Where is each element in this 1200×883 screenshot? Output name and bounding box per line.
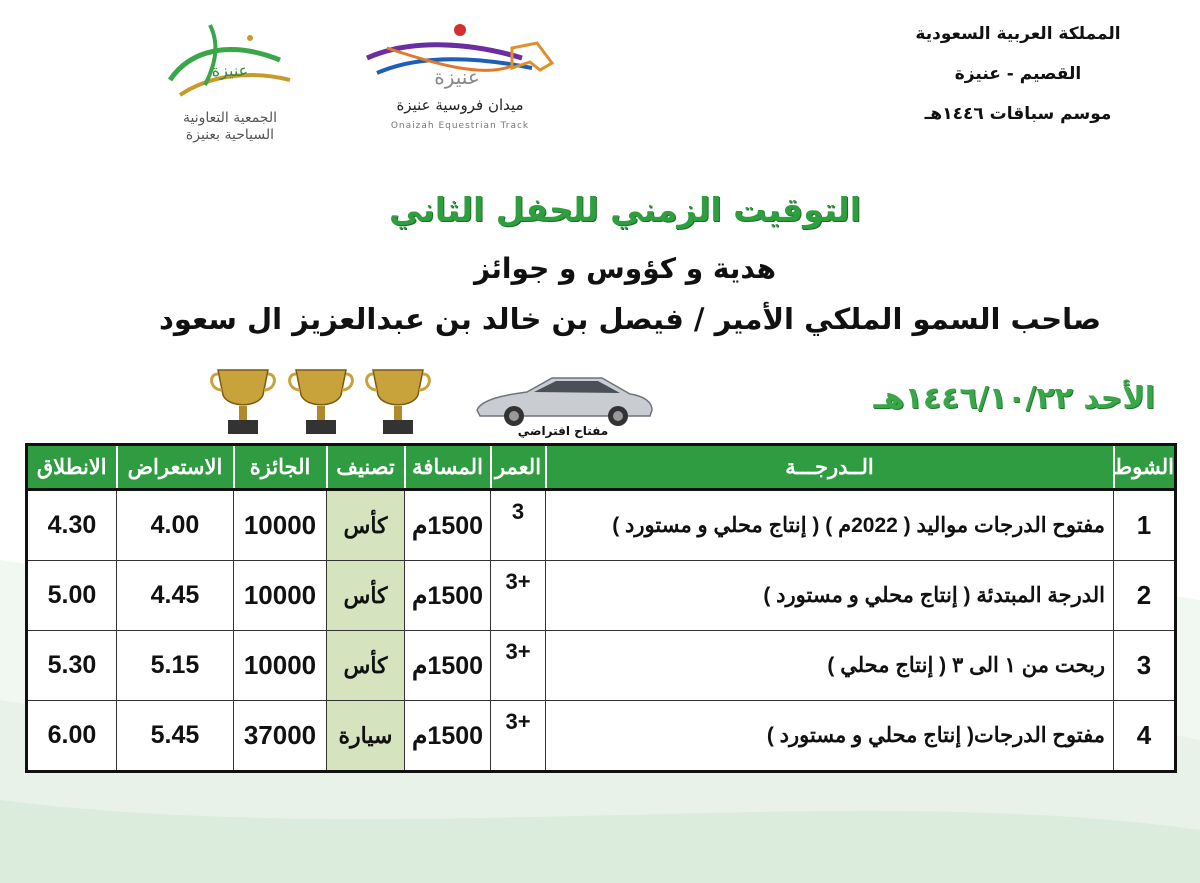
cell-distance: 1500م: [405, 490, 491, 561]
table-row: [27, 701, 1176, 772]
page-subtitle: هدية و كؤوس و جوائز: [473, 252, 777, 285]
association-logo: [150, 10, 310, 145]
track-name-ar: ميدان فروسية عنيزة: [396, 96, 524, 114]
cell-age: +3: [491, 631, 546, 701]
header-parade: الاستعراض: [117, 445, 234, 490]
table-row: [27, 631, 1176, 701]
header-race: الــدرجـــة: [546, 445, 1114, 490]
cell-prize: 37000: [234, 701, 327, 772]
cell-round: 2: [1114, 561, 1176, 631]
car-image: [472, 372, 656, 428]
header-info: [888, 14, 1148, 134]
cell-prize: 10000: [234, 631, 327, 701]
cell-distance: 1500م: [405, 701, 491, 772]
car-caption: مفتاح افتراضي: [517, 424, 609, 438]
cell-round: 1: [1114, 490, 1176, 561]
cell-classification: كأس: [327, 561, 405, 631]
track-logo: [362, 18, 558, 138]
table-header-row: [27, 445, 1176, 490]
cell-start: 5.00: [27, 561, 117, 631]
table-row: [27, 490, 1176, 561]
cell-classification: سيارة: [327, 701, 405, 772]
header-round: الشوط: [1114, 445, 1176, 490]
track-wordmark: عنيزة: [434, 65, 480, 89]
association-line-2: السياحية بعنيزة: [185, 127, 275, 143]
cell-classification: كأس: [327, 490, 405, 561]
cell-prize: 10000: [234, 490, 327, 561]
cell-age: 3: [491, 490, 546, 561]
country-label: المملكة العربية السعودية: [915, 24, 1121, 44]
page-title: التوقيت الزمني للحفل الثاني: [388, 190, 862, 229]
trophy-icon: [367, 370, 430, 434]
cell-race: ربحت من ١ الى ٣ ( إنتاج محلي ): [546, 631, 1114, 701]
cell-parade: 5.45: [117, 701, 234, 772]
cell-start: 5.30: [27, 631, 117, 701]
header-start: الانطلاق: [27, 445, 117, 490]
cell-prize: 10000: [234, 561, 327, 631]
cell-parade: 4.45: [117, 561, 234, 631]
patron-line: صاحب السمو الملكي الأمير / فيصل بن خالد بن عبدالعزيز ال سعود: [158, 302, 1102, 336]
association-wordmark: عنيزة: [211, 61, 249, 80]
event-date: الأحد ١٤٤٦/١٠/٢٢هـ: [873, 381, 1155, 416]
cell-parade: 5.15: [117, 631, 234, 701]
trophy-icon: [290, 370, 353, 434]
trophies-image: [208, 360, 438, 440]
cell-age: +3: [491, 701, 546, 772]
header-distance: المسافة: [405, 445, 491, 490]
region-label: القصيم - عنيزة: [954, 64, 1082, 84]
cell-round: 3: [1114, 631, 1176, 701]
cell-race: مفتوح الدرجات( إنتاج محلي و مستورد ): [546, 701, 1114, 772]
cell-parade: 4.00: [117, 490, 234, 561]
cell-race: مفتوح الدرجات مواليد ( 2022م ) ( إنتاج محلي و مستورد ): [546, 490, 1114, 561]
table-row: [27, 561, 1176, 631]
cell-distance: 1500م: [405, 561, 491, 631]
header-prize: الجائزة: [234, 445, 327, 490]
association-line-1: الجمعية التعاونية: [182, 110, 278, 126]
track-name-en: Onaizah Equestrian Track: [390, 121, 530, 131]
season-label: موسم سباقات ١٤٤٦هـ: [924, 104, 1112, 124]
trophy-icon: [212, 370, 275, 434]
cell-start: 6.00: [27, 701, 117, 772]
header-age: العمر: [491, 445, 546, 490]
cell-distance: 1500م: [405, 631, 491, 701]
cell-start: 4.30: [27, 490, 117, 561]
cell-age: +3: [491, 561, 546, 631]
cell-race: الدرجة المبتدئة ( إنتاج محلي و مستورد ): [546, 561, 1114, 631]
race-schedule-table: [25, 443, 1177, 773]
header-classification: تصنيف: [327, 445, 405, 490]
cell-classification: كأس: [327, 631, 405, 701]
cell-round: 4: [1114, 701, 1176, 772]
